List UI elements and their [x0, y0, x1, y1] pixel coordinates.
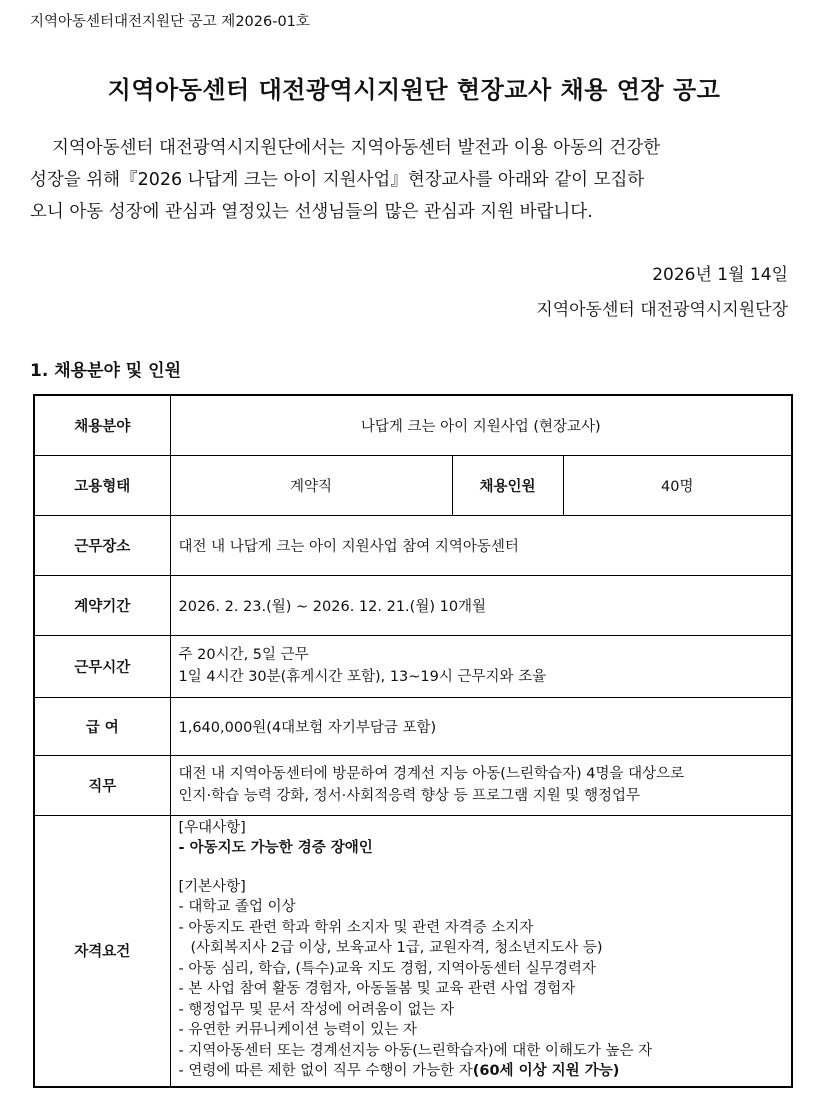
- recruitment-table: [33, 394, 793, 1088]
- basic-item: - 대학교 졸업 이상: [178, 899, 296, 915]
- hours-line: 주 20시간, 5일 근무: [178, 647, 309, 663]
- employment-label: 고용형태: [34, 455, 170, 515]
- hours-line: 1일 4시간 30분(휴게시간 포함), 13~19시 근무지와 조율: [178, 669, 547, 685]
- page-title: 지역아동센터 대전광역시지원단 현장교사 채용 연장 공고: [107, 76, 721, 104]
- field-label: 채용분야: [34, 395, 170, 455]
- workplace-value: 대전 내 나답게 크는 아이 지원사업 참여 지역아동센터: [170, 515, 792, 575]
- table-row: [34, 455, 792, 515]
- pay-value: 1,640,000원(4대보험 자기부담금 포함): [170, 697, 792, 755]
- hours-value: [170, 635, 792, 697]
- workplace-label: 근무장소: [34, 515, 170, 575]
- duty-line: 대전 내 지역아동센터에 방문하여 경계선 지능 아동(느린학습자) 4명을 대상으로: [178, 766, 685, 782]
- headcount-value: 40명: [563, 455, 792, 515]
- table-row: [34, 635, 792, 697]
- period-value: 2026. 2. 23.(월) ~ 2026. 12. 21.(월) 10개월: [170, 575, 792, 635]
- issuer: 지역아동센터 대전광역시지원단장: [536, 300, 788, 320]
- duty-label: 직무: [34, 755, 170, 815]
- last-item-bold: (60세 이상 지원 가능): [472, 1063, 620, 1079]
- basic-item: - 아동지도 관련 학과 학위 소지자 및 관련 자격증 소지자: [178, 919, 534, 936]
- basic-item: - 유연한 커뮤니케이션 능력이 있는 자: [178, 1022, 417, 1038]
- qualification-label: 자격요건: [34, 815, 170, 1087]
- spacer: [179, 859, 784, 877]
- table-row: [34, 395, 792, 455]
- duty-value: [170, 755, 792, 815]
- table-row: [34, 575, 792, 635]
- basic-item: - 행정업무 및 문서 작성에 어려움이 없는 자: [178, 1001, 455, 1018]
- table-row: [34, 815, 792, 1087]
- notice-date: 2026년 1월 14일: [652, 265, 788, 285]
- qualification-value: [170, 815, 792, 1087]
- intro-line: 오니 아동 성장에 관심과 열정있는 선생님들의 많은 관심과 지원 바랍니다.: [30, 202, 593, 222]
- table-row: [34, 697, 792, 755]
- headcount-label: 채용인원: [452, 455, 563, 515]
- basic-item: - 본 사업 참여 활동 경험자, 아동돌봄 및 교육 관련 사업 경험자: [178, 981, 576, 997]
- notice-number: 지역아동센터대전지원단 공고 제2026-01호: [30, 14, 310, 30]
- pay-label: 급 여: [34, 697, 170, 755]
- preferred-item: - 아동지도 가능한 경증 장애인: [178, 840, 373, 856]
- basic-item: (사회복지사 2급 이상, 보육교사 1급, 교원자격, 청소년지도사 등): [190, 940, 603, 956]
- basic-item-last: [179, 1061, 784, 1082]
- table-row: [34, 515, 792, 575]
- duty-line: 인지·학습 능력 강화, 정서·사회적응력 향상 등 프로그램 지원 및 행정업무: [178, 788, 641, 804]
- intro-line: 지역아동센터 대전광역시지원단에서는 지역아동센터 발전과 이용 아동의 건강한: [52, 138, 661, 158]
- last-item-text: - 연령에 따른 제한 없이 직무 수행이 가능한 자: [178, 1063, 473, 1079]
- basic-item: - 지역아동센터 또는 경계선지능 아동(느린학습자)에 대한 이해도가 높은 자: [178, 1042, 653, 1059]
- field-value: 나답게 크는 아이 지원사업 (현장교사): [170, 395, 792, 455]
- period-label: 계약기간: [34, 575, 170, 635]
- employment-value: 계약직: [170, 455, 452, 515]
- table-row: [34, 755, 792, 815]
- intro-line: 성장을 위해『2026 나답게 크는 아이 지원사업』현장교사를 아래와 같이 모집하: [30, 170, 645, 190]
- preferred-header: [우대사항]: [178, 819, 246, 836]
- hours-label: 근무시간: [34, 635, 170, 697]
- section-title: 1. 채용분야 및 인원: [30, 361, 181, 381]
- basic-item: - 아동 심리, 학습, (특수)교육 지도 경험, 지역아동센터 실무경력자: [178, 960, 596, 977]
- basic-header: [기본사항]: [178, 878, 246, 895]
- intro-paragraph: [30, 132, 802, 228]
